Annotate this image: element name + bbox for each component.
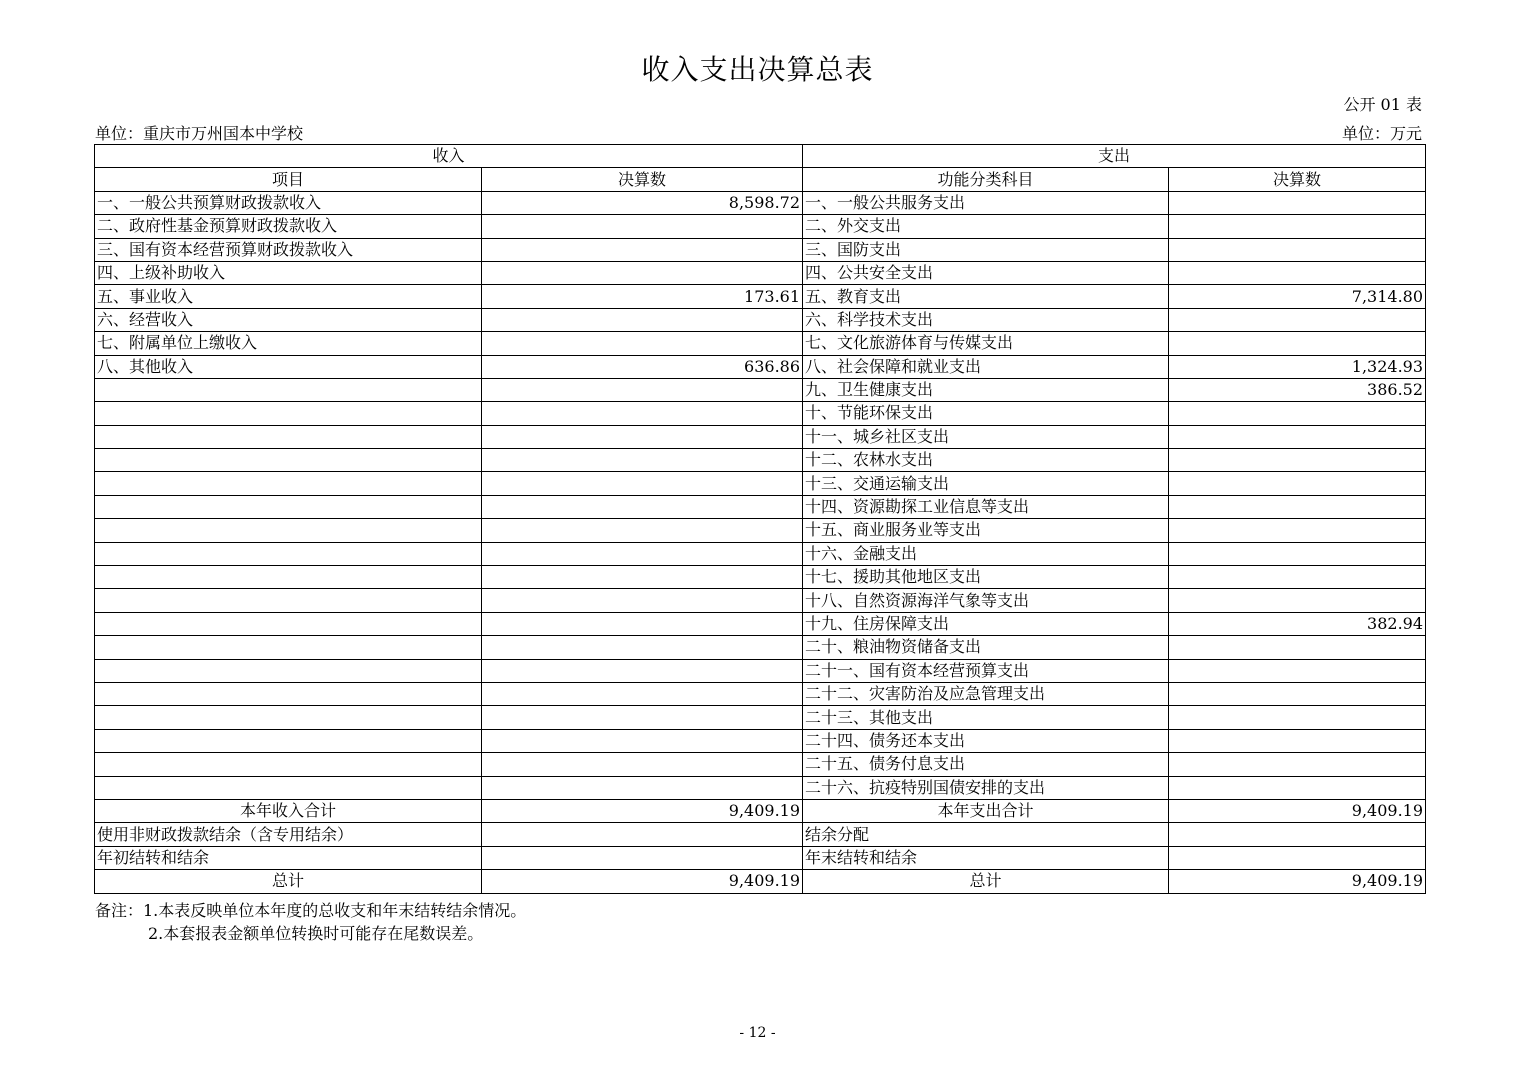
expense-amount	[1169, 706, 1426, 729]
income-amount	[482, 753, 803, 776]
reporting-unit: 单位：重庆市万州国本中学校	[95, 124, 304, 143]
expense-amount	[1169, 308, 1426, 331]
table-row	[95, 215, 1426, 238]
income-item	[95, 753, 482, 776]
income-amount	[482, 566, 803, 589]
income-amount	[482, 542, 803, 565]
income-item	[95, 542, 482, 565]
carryover-row	[95, 846, 1426, 869]
table-row	[95, 495, 1426, 518]
income-item	[95, 706, 482, 729]
expense-item: 二十四、债务还本支出	[803, 729, 1169, 752]
surplus-distribution-value	[1169, 823, 1426, 846]
expense-amount	[1169, 495, 1426, 518]
expense-item: 七、文化旅游体育与传媒支出	[803, 332, 1169, 355]
expense-amount	[1169, 449, 1426, 472]
expense-amount	[1169, 425, 1426, 448]
table-row	[95, 729, 1426, 752]
expense-item: 十五、商业服务业等支出	[803, 519, 1169, 542]
year-income-label: 本年收入合计	[95, 799, 482, 822]
table-row	[95, 706, 1426, 729]
table-row	[95, 355, 1426, 378]
expense-amount	[1169, 753, 1426, 776]
income-item	[95, 495, 482, 518]
table-row	[95, 612, 1426, 635]
table-row	[95, 659, 1426, 682]
income-amount	[482, 612, 803, 635]
income-header: 收入	[95, 145, 803, 168]
income-amount: 8,598.72	[482, 191, 803, 214]
expense-item: 十六、金融支出	[803, 542, 1169, 565]
surplus-distribution-label: 结余分配	[803, 823, 1169, 846]
income-item: 四、上级补助收入	[95, 261, 482, 284]
income-item: 二、政府性基金预算财政拨款收入	[95, 215, 482, 238]
expense-item: 三、国防支出	[803, 238, 1169, 261]
expense-item: 二、外交支出	[803, 215, 1169, 238]
table-row	[95, 308, 1426, 331]
expense-item: 二十一、国有资本经营预算支出	[803, 659, 1169, 682]
table-row	[95, 191, 1426, 214]
income-amount	[482, 706, 803, 729]
note-line-1: 备注：1.本表反映单位本年度的总收支和年末结转结余情况。	[95, 901, 527, 920]
expense-amount	[1169, 191, 1426, 214]
expense-item: 二十五、债务付息支出	[803, 753, 1169, 776]
income-amount	[482, 449, 803, 472]
income-item	[95, 636, 482, 659]
non-fiscal-row	[95, 823, 1426, 846]
table-row	[95, 449, 1426, 472]
income-amount	[482, 682, 803, 705]
expense-amount: 7,314.80	[1169, 285, 1426, 308]
note-line-2: 2.本套报表金额单位转换时可能存在尾数误差。	[148, 924, 484, 943]
income-amount	[482, 425, 803, 448]
non-fiscal-label: 使用非财政拨款结余（含专用结余）	[95, 823, 482, 846]
grand-expense-value: 9,409.19	[1169, 870, 1426, 893]
expense-amount	[1169, 682, 1426, 705]
table-row	[95, 636, 1426, 659]
expense-amount	[1169, 776, 1426, 799]
income-item	[95, 378, 482, 401]
income-amount: 636.86	[482, 355, 803, 378]
income-item	[95, 729, 482, 752]
expense-item: 十二、农林水支出	[803, 449, 1169, 472]
income-item	[95, 776, 482, 799]
expense-amount	[1169, 636, 1426, 659]
income-amount	[482, 776, 803, 799]
income-item	[95, 449, 482, 472]
income-amount	[482, 589, 803, 612]
income-amount	[482, 519, 803, 542]
income-amount	[482, 308, 803, 331]
form-number: 公开 01 表	[1343, 95, 1422, 114]
income-item	[95, 682, 482, 705]
expense-amount	[1169, 589, 1426, 612]
expense-amount	[1169, 519, 1426, 542]
begin-carryover-label: 年初结转和结余	[95, 846, 482, 869]
expense-amount: 382.94	[1169, 612, 1426, 635]
amount-column-header: 决算数	[482, 168, 803, 191]
expense-amount: 386.52	[1169, 378, 1426, 401]
income-amount	[482, 402, 803, 425]
income-item	[95, 659, 482, 682]
expense-item: 八、社会保障和就业支出	[803, 355, 1169, 378]
table-row	[95, 519, 1426, 542]
item-column-header: 项目	[95, 168, 482, 191]
expense-amount: 1,324.93	[1169, 355, 1426, 378]
expense-item: 十七、援助其他地区支出	[803, 566, 1169, 589]
income-amount	[482, 636, 803, 659]
func-category-column-header: 功能分类科目	[803, 168, 1169, 191]
year-total-row	[95, 799, 1426, 822]
income-amount	[482, 332, 803, 355]
expense-item: 十一、城乡社区支出	[803, 425, 1169, 448]
income-amount	[482, 659, 803, 682]
table-row	[95, 472, 1426, 495]
expense-item: 六、科学技术支出	[803, 308, 1169, 331]
expense-item: 二十二、灾害防治及应急管理支出	[803, 682, 1169, 705]
income-item	[95, 402, 482, 425]
expense-item: 二十三、其他支出	[803, 706, 1169, 729]
grand-income-label: 总计	[95, 870, 482, 893]
income-item: 八、其他收入	[95, 355, 482, 378]
income-item	[95, 589, 482, 612]
page-title: 收入支出决算总表	[641, 53, 874, 86]
expense-item: 二十、粮油物资储备支出	[803, 636, 1169, 659]
expense-item: 十四、资源勘探工业信息等支出	[803, 495, 1169, 518]
income-item: 六、经营收入	[95, 308, 482, 331]
table-row	[95, 542, 1426, 565]
table-row	[95, 261, 1426, 284]
expense-amount	[1169, 472, 1426, 495]
expense-amount	[1169, 238, 1426, 261]
expense-header: 支出	[803, 145, 1426, 168]
income-amount	[482, 261, 803, 284]
table-row	[95, 589, 1426, 612]
table-row	[95, 682, 1426, 705]
table-row	[95, 378, 1426, 401]
table-subheader-row	[95, 168, 1426, 191]
income-amount	[482, 495, 803, 518]
income-item: 三、国有资本经营预算财政拨款收入	[95, 238, 482, 261]
expense-item: 十、节能环保支出	[803, 402, 1169, 425]
table-row	[95, 238, 1426, 261]
income-item: 五、事业收入	[95, 285, 482, 308]
income-item: 一、一般公共预算财政拨款收入	[95, 191, 482, 214]
income-item	[95, 519, 482, 542]
income-item: 七、附属单位上缴收入	[95, 332, 482, 355]
income-item	[95, 612, 482, 635]
income-item	[95, 472, 482, 495]
expense-item: 五、教育支出	[803, 285, 1169, 308]
table-row	[95, 402, 1426, 425]
expense-amount	[1169, 542, 1426, 565]
begin-carryover-value	[482, 846, 803, 869]
table-row	[95, 753, 1426, 776]
year-expense-value: 9,409.19	[1169, 799, 1426, 822]
expense-amount	[1169, 261, 1426, 284]
grand-income-value: 9,409.19	[482, 870, 803, 893]
year-income-value: 9,409.19	[482, 799, 803, 822]
expense-item: 一、一般公共服务支出	[803, 191, 1169, 214]
grand-total-row	[95, 870, 1426, 893]
year-expense-label: 本年支出合计	[803, 799, 1169, 822]
table-row	[95, 285, 1426, 308]
page-number: - 12 -	[739, 1025, 776, 1041]
expense-amount	[1169, 332, 1426, 355]
expense-amount	[1169, 659, 1426, 682]
expense-item: 十三、交通运输支出	[803, 472, 1169, 495]
table-row	[95, 425, 1426, 448]
end-carryover-value	[1169, 846, 1426, 869]
expense-item: 四、公共安全支出	[803, 261, 1169, 284]
expense-item: 十八、自然资源海洋气象等支出	[803, 589, 1169, 612]
amount2-column-header: 决算数	[1169, 168, 1426, 191]
income-amount	[482, 472, 803, 495]
income-amount: 173.61	[482, 285, 803, 308]
income-amount	[482, 215, 803, 238]
currency-unit: 单位：万元	[1341, 124, 1422, 143]
table-row	[95, 332, 1426, 355]
income-item	[95, 425, 482, 448]
expense-amount	[1169, 215, 1426, 238]
end-carryover-label: 年末结转和结余	[803, 846, 1169, 869]
table-row	[95, 566, 1426, 589]
expense-amount	[1169, 566, 1426, 589]
non-fiscal-value	[482, 823, 803, 846]
expense-item: 十九、住房保障支出	[803, 612, 1169, 635]
income-expense-table	[94, 144, 1426, 894]
income-amount	[482, 238, 803, 261]
income-amount	[482, 729, 803, 752]
grand-expense-label: 总计	[803, 870, 1169, 893]
income-item	[95, 566, 482, 589]
expense-amount	[1169, 729, 1426, 752]
table-row	[95, 776, 1426, 799]
notes	[95, 899, 526, 945]
table-header-row	[95, 145, 1426, 168]
income-amount	[482, 378, 803, 401]
expense-amount	[1169, 402, 1426, 425]
expense-item: 二十六、抗疫特别国债安排的支出	[803, 776, 1169, 799]
expense-item: 九、卫生健康支出	[803, 378, 1169, 401]
